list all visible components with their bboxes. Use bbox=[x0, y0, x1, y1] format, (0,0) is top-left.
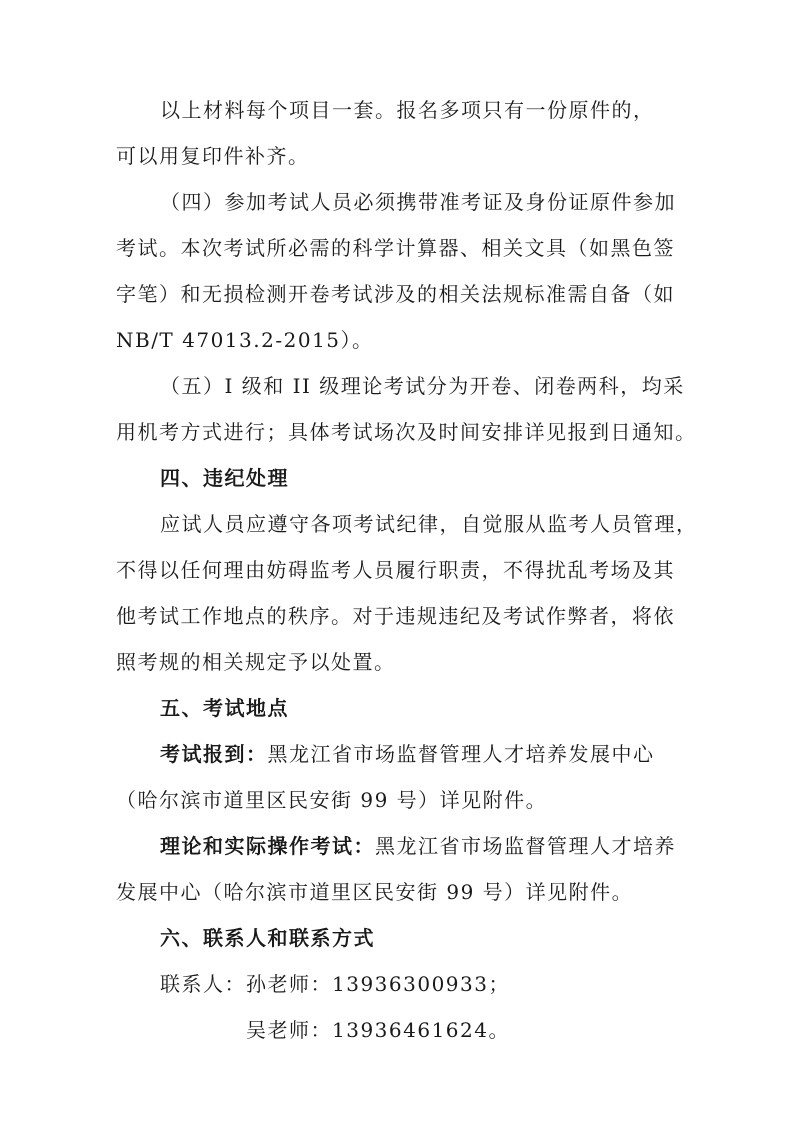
exam-report-label: 考试报到： bbox=[160, 742, 268, 766]
section-4-line-2: 不得以任何理由妨碍监考人员履行职责，不得扰乱考场及其 bbox=[116, 558, 675, 582]
exam-location-text: 黑龙江省市场监督管理人才培养 bbox=[375, 834, 676, 858]
item-5-line-2: 用机考方式进行；具体考试场次及时间安排详见报到日通知。 bbox=[116, 420, 697, 444]
item-4-line-2: 考试。本次考试所必需的科学计算器、相关文具（如黑色签 bbox=[116, 236, 675, 260]
section-4-line-1: 应试人员应遵守各项考试纪律，自觉服从监考人员管理， bbox=[160, 512, 698, 536]
section-5-heading: 五、考试地点 bbox=[160, 696, 289, 720]
section-4-line-3: 他考试工作地点的秩序。对于违规违纪及考试作弊者，将依 bbox=[116, 604, 675, 628]
item-5-line-1: （五）I 级和 II 级理论考试分为开卷、闭卷两科，均采 bbox=[160, 374, 685, 398]
section-4-line-4: 照考规的相关规定予以处置。 bbox=[116, 650, 396, 674]
contact-line-2: 吴老师：13936461624。 bbox=[246, 1018, 510, 1042]
exam-location-line-2: 发展中心（哈尔滨市道里区民安街 99 号）详见附件。 bbox=[116, 880, 634, 904]
exam-report-line-2: （哈尔滨市道里区民安街 99 号）详见附件。 bbox=[116, 788, 548, 812]
item-4-line-3: 字笔）和无损检测开卷考试涉及的相关法规标准需自备（如 bbox=[116, 282, 675, 306]
materials-line-2: 可以用复印件补齐。 bbox=[116, 144, 310, 168]
exam-report-text: 黑龙江省市场监督管理人才培养发展中心 bbox=[267, 742, 655, 766]
contact-line-1: 联系人：孙老师：13936300933； bbox=[160, 972, 510, 996]
exam-location-label: 理论和实际操作考试： bbox=[160, 834, 375, 858]
materials-line-1: 以上材料每个项目一套。报名多项只有一份原件的， bbox=[160, 98, 655, 122]
section-4-heading: 四、违纪处理 bbox=[160, 466, 289, 490]
item-4-line-1: （四）参加考试人员必须携带准考证及身份证原件参加 bbox=[160, 190, 676, 214]
section-6-heading: 六、联系人和联系方式 bbox=[160, 926, 375, 950]
exam-location-line bbox=[160, 832, 676, 860]
exam-report-line bbox=[160, 740, 655, 768]
item-4-line-4: NB/T 47013.2-2015）。 bbox=[116, 328, 374, 352]
